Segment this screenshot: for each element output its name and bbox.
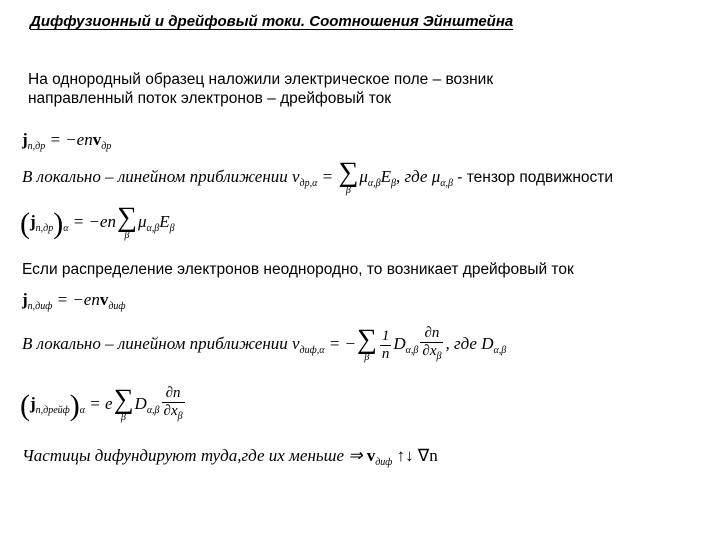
slide-title: Диффузионный и дрейфовый токи. Соотношения Эйнштейна — [30, 13, 514, 30]
drift-current-equation: $j_{n,др} = -env_{др}$ — [22, 130, 112, 152]
diffusion-current-equation: $j_{n,диф} = -env_{диф}$ — [22, 290, 126, 312]
partial-derivative: $\frac{\partial n}{\partial x_\beta}$ — [162, 385, 185, 425]
fraction-one-over-n: $\frac{1}{n}$ — [381, 327, 390, 362]
intro-line-2: направленный поток электронов – дрейфовый ток — [28, 90, 392, 107]
sum-symbol: ∑ β — [113, 384, 134, 423]
sum-symbol: ∑ β — [116, 202, 137, 241]
partial-derivative: $\frac{\partial n}{\partial x_\beta}$ — [420, 325, 443, 365]
drift-velocity-equation: В локально – линейном приближении $v_{др,\alpha}$ = ∑ β $\mu_{\alpha,\beta}E_\beta$, где $\mu_{\alpha,\beta}$ - тензор подвижности — [22, 157, 614, 196]
diffusion-direction-statement: Частицы дифундируют туда,где их меньше ⇒ $v_{диф}$ ↑↓ ∇n — [22, 446, 438, 468]
diffusion-velocity-equation: В локально – линейном приближении $v_{диф,\alpha}$ = − ∑ β $\frac{1}{n}$ $D_{\alpha,\beta}$ $\frac{\partial n}{\partial x_\beta}$ , где $D_{\alpha,\beta}$ — [22, 324, 507, 363]
nonuniform-paragraph: Если распределение электронов неоднородно, то возникает дрейфовый ток — [22, 261, 574, 278]
mobility-tensor-note: - тензор подвижности — [452, 168, 614, 186]
sum-symbol: ∑ β — [356, 324, 377, 363]
intro-line-1: На однородный образец наложили электрическое поле – возник — [28, 71, 494, 88]
drift-current-component-equation: $(j_{n,др})_\alpha = -en$ ∑ β $\mu_{\alpha,\beta}E_\beta$ — [20, 202, 175, 241]
diffusion-flux-equation: $(j_{n,дрейф})_\alpha = e$ ∑ β $D_{\alpha,\beta}$ $\frac{\partial n}{\partial x_\beta}$ — [20, 384, 183, 423]
sum-symbol: ∑ β — [338, 157, 359, 196]
